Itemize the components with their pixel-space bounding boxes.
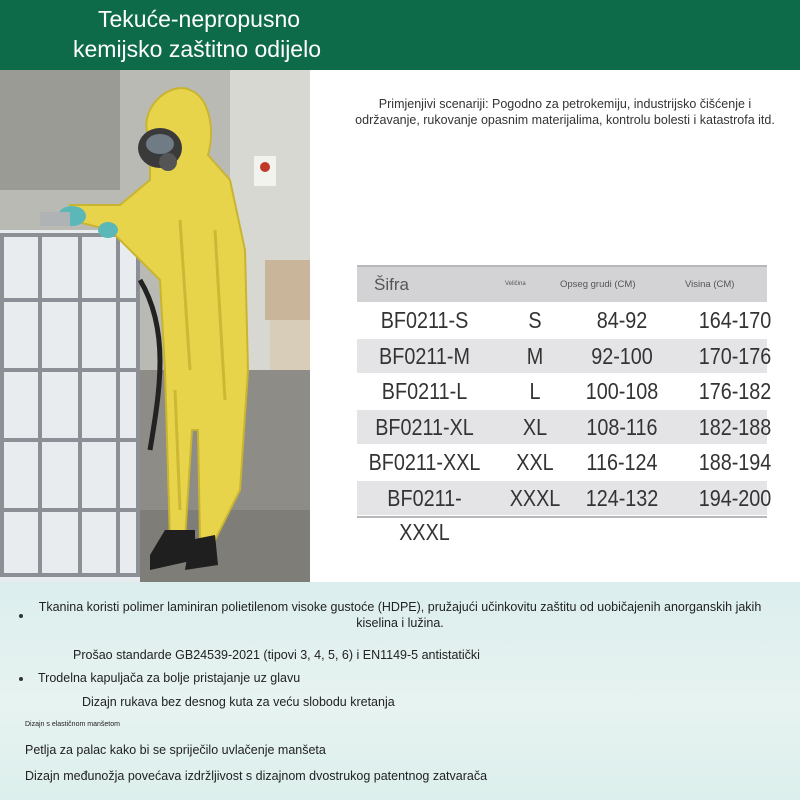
cell-chest: 84-92 bbox=[596, 307, 648, 333]
title-banner bbox=[0, 0, 800, 70]
cell-chest: 92-100 bbox=[591, 342, 653, 369]
feature-item: Dizajn rukava bez desnog kuta za veću slobodu kretanja bbox=[82, 695, 395, 709]
cell-height: 188-194 bbox=[698, 449, 772, 475]
cell-code: BF0211-L bbox=[381, 378, 468, 404]
cell-code: BF0211-M bbox=[379, 342, 470, 369]
bullet-dot bbox=[19, 614, 23, 618]
table-row bbox=[357, 410, 772, 445]
cell-size: S bbox=[528, 307, 542, 333]
header-code: Šifra bbox=[374, 275, 409, 294]
feature-item: Dizajn s elastičnom manšetom bbox=[25, 721, 120, 728]
cell-size: L bbox=[529, 378, 541, 404]
cell-height: 194-200 bbox=[698, 484, 772, 511]
table-row bbox=[357, 339, 772, 374]
feature-list bbox=[0, 582, 800, 800]
bullet-dot bbox=[19, 677, 23, 681]
cell-size: XXL bbox=[516, 449, 554, 475]
cell-size: M bbox=[526, 342, 544, 369]
title-line-1: Tekuće-nepropusno bbox=[98, 6, 301, 32]
table-row bbox=[357, 481, 772, 545]
cell-height: 182-188 bbox=[698, 413, 772, 440]
cell-code: BF0211-XL bbox=[375, 413, 474, 440]
cell-height: 170-176 bbox=[698, 342, 772, 369]
feature-item: Tkanina koristi polimer laminiran polietilenom visoke gustoće (HDPE), pružajući učinkovitu zaštitu od uobičajenih anorganskih jakih kiselina i lužina. bbox=[38, 600, 762, 630]
cell-code: BF0211-S bbox=[380, 307, 469, 333]
header-height: Visina (CM) bbox=[685, 279, 735, 290]
cell-chest: 100-108 bbox=[585, 378, 659, 404]
header-chest: Opseg grudi (CM) bbox=[560, 279, 636, 290]
size-table bbox=[357, 265, 772, 545]
worker-in-suit-illustration bbox=[0, 70, 310, 582]
cell-chest: 108-116 bbox=[586, 413, 658, 440]
cell-chest: 116-124 bbox=[586, 449, 658, 475]
cell-chest: 124-132 bbox=[585, 484, 659, 511]
applicable-scenarios-text: Primjenjivi scenariji: Pogodno za petrokemiju, industrijsko čišćenje i održavanje, rukovanje opasnim materijalima, kontrolu bolesti i katastrofa itd. bbox=[355, 97, 775, 127]
feature-item: Prošao standarde GB24539-2021 (tipovi 3, 4, 5, 6) i EN1149-5 antistatički bbox=[73, 648, 480, 662]
cell-code: BF0211-XXL bbox=[368, 449, 481, 475]
product-photo bbox=[0, 70, 310, 582]
cell-height: 176-182 bbox=[698, 378, 772, 404]
feature-item: Petlja za palac kako bi se spriječilo uvlačenje manšeta bbox=[25, 743, 326, 757]
header-size: Veličina bbox=[505, 281, 526, 287]
feature-item: Dizajn međunožja povećava izdržljivost s dizajnom dvostrukog patentnog zatvarača bbox=[25, 769, 488, 783]
table-row bbox=[357, 374, 772, 409]
cell-code: BF0211-XXXL bbox=[387, 484, 462, 545]
cell-size: XL bbox=[522, 413, 548, 440]
feature-item: Trodelna kapuljača za bolje pristajanje uz glavu bbox=[38, 671, 301, 685]
title-line-2: kemijsko zaštitno odijelo bbox=[73, 36, 322, 62]
table-header-row bbox=[357, 265, 767, 302]
cell-size: XXXL bbox=[509, 484, 561, 511]
table-row bbox=[357, 445, 772, 480]
table-row bbox=[357, 303, 772, 338]
cell-height: 164-170 bbox=[698, 307, 772, 333]
